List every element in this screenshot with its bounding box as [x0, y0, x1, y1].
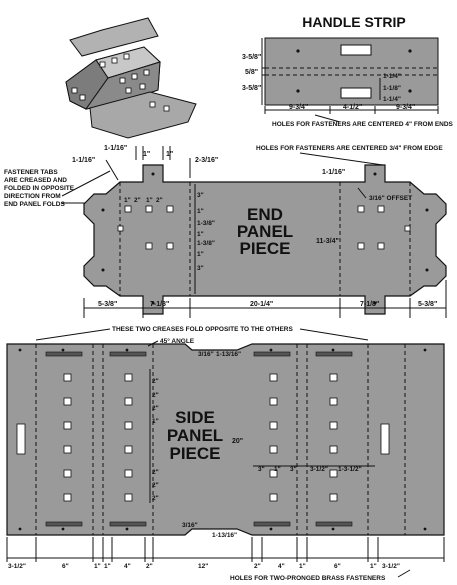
side-dim-mid-5: 1-3-1/2" — [338, 466, 362, 473]
side-dim-bottom-1: 3-1/2" — [8, 563, 26, 570]
side-dim-bottom-2: 6" — [62, 563, 69, 570]
side-dim-bottom-5: 4" — [124, 563, 131, 570]
side-dim-bottom-3: 1" — [94, 563, 101, 570]
side-dim-mid-4: 3-1/2" — [310, 466, 328, 473]
end-dim-vert-6: 1" — [197, 251, 204, 258]
end-dim-right-top: 1-1/16" — [322, 169, 346, 176]
side-panel-note-top: THESE TWO CREASES FOLD OPPOSITE TO THE OTHERS — [112, 326, 293, 333]
side-dim-bottom-13: 3-1/2" — [382, 563, 400, 570]
end-dim-vert-1: 3" — [197, 192, 204, 199]
handle-strip-note: HOLES FOR FASTENERS ARE CENTERED 4" FROM ENDS — [272, 121, 453, 128]
side-panel-outline — [7, 344, 444, 535]
end-panel-note-line-5: END PANEL FOLDS — [4, 201, 65, 208]
end-dim-vert-7: 3" — [197, 265, 204, 272]
end-panel-note-line-1: FASTENER TABS — [4, 169, 58, 176]
handle-dim-bottom-3: 9-3/4" — [396, 104, 416, 111]
side-panel-label-line-3: PIECE — [169, 444, 221, 463]
end-dim-bottom-3: 20-1/4" — [250, 301, 274, 308]
end-dim-top-4: 2-3/16" — [195, 157, 219, 164]
side-dim-mid-3: 3" — [290, 466, 297, 473]
end-dim-top-2: 1" — [143, 151, 151, 158]
side-dim-bottom-8: 2" — [254, 563, 261, 570]
side-dim-top-center-2: 1-13/16" — [216, 351, 242, 358]
side-dim-spacing-4: 1" — [152, 418, 159, 425]
side-dim-bottom-center-2: 1-13/16" — [212, 532, 238, 539]
side-dim-spacing-6: 2" — [152, 482, 159, 489]
side-dim-spacing-3: 2" — [152, 405, 159, 412]
end-dim-bottom-4: 7-1/8" — [360, 301, 380, 308]
end-panel-label-line-1: END — [247, 205, 283, 224]
side-dim-top-center-1: 3/16" — [198, 351, 214, 358]
end-panel-note-line-4: DIRECTION FROM — [4, 193, 61, 200]
side-dim-bottom-10: 1" — [299, 563, 306, 570]
end-dim-vert-3: 1-3/8" — [197, 220, 215, 227]
side-dim-bottom-9: 4" — [278, 563, 285, 570]
side-dim-bottom-center-1: 3/16" — [182, 522, 198, 529]
end-dim-inner-2: 2" — [134, 197, 141, 204]
end-panel-note-left — [4, 169, 75, 208]
side-panel-label-line-2: PANEL — [166, 426, 224, 445]
side-panel-label — [167, 408, 223, 463]
end-dim-bottom-5: 5-3/8" — [418, 301, 438, 308]
end-panel-note-top: HOLES FOR FASTENERS ARE CENTERED 3/4" FROM EDGE — [256, 145, 443, 152]
side-dim-bottom-7: 12" — [198, 563, 209, 570]
side-dim-spacing-5: 2" — [152, 469, 159, 476]
end-dim-inner-3: 1" — [146, 197, 153, 204]
end-panel-label-line-2: PANEL — [236, 222, 294, 241]
handle-dim-left-3: 3-5/8" — [242, 85, 262, 92]
handle-dim-right-2: 1-1/8" — [383, 85, 401, 92]
end-dim-height: 11-3/4" — [316, 238, 339, 245]
end-panel-label-line-3: PIECE — [239, 239, 291, 258]
side-panel-note-bottom: HOLES FOR TWO-PRONGED BRASS FASTENERS — [230, 575, 386, 582]
end-dim-offset: 3/16" OFFSET — [369, 195, 413, 202]
side-dim-bottom-4: 1" — [104, 563, 111, 570]
end-dim-side: 1-1/16" — [72, 157, 96, 164]
handle-dim-left-1: 3-5/8" — [242, 54, 262, 61]
side-dim-bottom-11: 6" — [334, 563, 341, 570]
side-panel-piece — [7, 344, 444, 535]
end-dim-vert-2: 1" — [197, 208, 204, 215]
side-dim-height: 20" — [232, 438, 244, 445]
side-dim-spacing-1: 2" — [152, 378, 159, 385]
end-dim-inner-1: 1" — [124, 197, 131, 204]
handle-dim-right-1: 1-1/4" — [383, 73, 401, 80]
side-dim-spacing-7: 2" — [152, 495, 159, 502]
end-dim-vert-4: 1" — [197, 231, 204, 238]
side-dim-mid-2: 1" — [274, 466, 281, 473]
handle-dim-right-3: 1-1/4" — [383, 96, 401, 103]
end-dim-top-3: 1" — [166, 151, 174, 158]
handle-dim-bottom-1: 9-3/4" — [289, 104, 309, 111]
side-dim-bottom-6: 2" — [146, 563, 153, 570]
end-dim-bottom-2: 7-1/8" — [150, 301, 170, 308]
assembled-box-illustration — [66, 18, 196, 138]
handle-strip-title: HANDLE STRIP — [302, 14, 406, 30]
end-panel-note-line-2: ARE CREASED AND — [4, 177, 67, 184]
end-dim-bottom-1: 5-3/8" — [98, 301, 118, 308]
end-panel-note-line-3: FOLDED IN OPPOSITE — [4, 185, 75, 192]
end-dim-top-1: 1-1/16" — [104, 145, 128, 152]
side-dim-bottom-12: 1" — [370, 563, 377, 570]
side-panel-label-line-1: SIDE — [175, 408, 215, 427]
end-dim-vert-5: 1-3/8" — [197, 240, 215, 247]
handle-dim-left-2: 5/8" — [245, 69, 259, 76]
end-dim-inner-4: 2" — [156, 197, 163, 204]
handle-dim-bottom-2: 4-1/2" — [343, 104, 363, 111]
side-dim-spacing-2: 2" — [152, 392, 159, 399]
side-angle-note: 45° ANGLE — [160, 338, 195, 345]
side-dim-mid-1: 3" — [258, 466, 265, 473]
